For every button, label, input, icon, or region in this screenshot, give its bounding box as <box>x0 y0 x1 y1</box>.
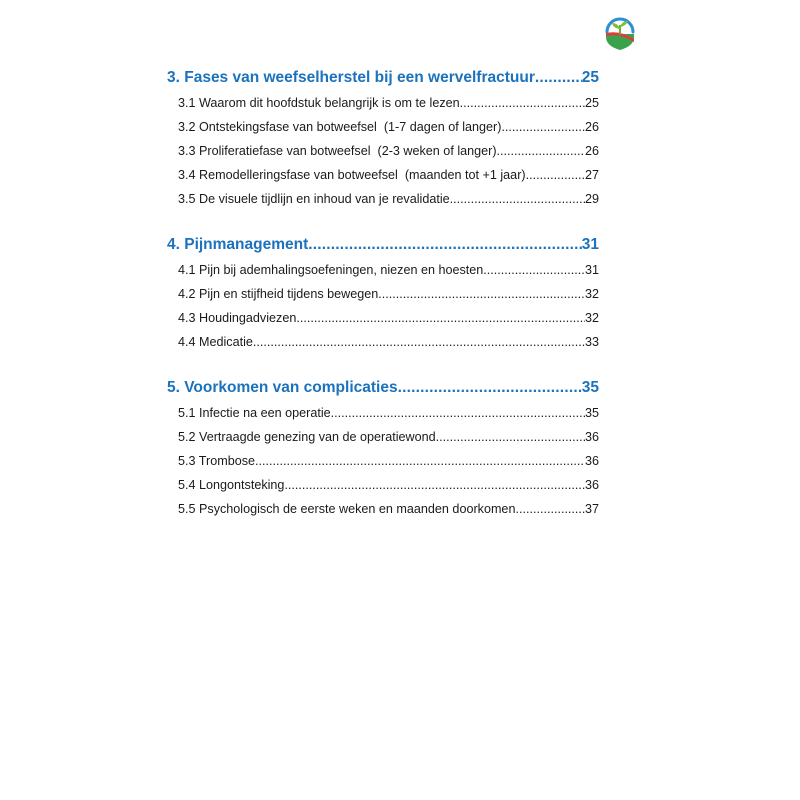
entry-title: 3.2 Ontstekingsfase van botweefsel (1-7 dagen of langer) <box>178 115 501 139</box>
table-of-contents <box>167 66 599 543</box>
toc-entry[interactable] <box>167 330 599 354</box>
logo-leaf-right <box>620 21 628 27</box>
entry-page-number: 36 <box>585 425 599 449</box>
dot-leader <box>308 233 581 257</box>
toc-chapter-heading[interactable] <box>167 66 599 90</box>
toc-entry[interactable] <box>167 497 599 521</box>
entry-title: 5.1 Infectie na een operatie <box>178 401 331 425</box>
entry-title: 4.3 Houdingadviezen <box>178 306 296 330</box>
entry-page-number: 29 <box>585 187 599 211</box>
chapter-page-number: 25 <box>582 66 599 90</box>
toc-entry[interactable] <box>167 282 599 306</box>
dot-leader <box>253 330 585 354</box>
entry-page-number: 32 <box>585 282 599 306</box>
entry-page-number: 33 <box>585 330 599 354</box>
entry-title: 5.5 Psychologisch de eerste weken en maanden doorkomen <box>178 497 515 521</box>
logo-shield <box>606 34 634 50</box>
dot-leader <box>497 139 585 163</box>
entry-title: 4.2 Pijn en stijfheid tijdens bewegen <box>178 282 378 306</box>
entry-title: 3.5 De visuele tijdlijn en inhoud van je revalidatie <box>178 187 450 211</box>
entry-page-number: 25 <box>585 91 599 115</box>
dot-leader <box>255 449 585 473</box>
dot-leader <box>331 401 585 425</box>
toc-chapter-heading[interactable] <box>167 376 599 400</box>
toc-entry[interactable] <box>167 187 599 211</box>
logo-svg <box>603 15 637 51</box>
dot-leader <box>526 163 585 187</box>
entry-page-number: 26 <box>585 139 599 163</box>
toc-section-chapter-3 <box>167 66 599 211</box>
chapter-page-number: 31 <box>582 233 599 257</box>
dot-leader <box>296 306 585 330</box>
toc-entry[interactable] <box>167 115 599 139</box>
entry-page-number: 26 <box>585 115 599 139</box>
toc-entry[interactable] <box>167 139 599 163</box>
toc-section-chapter-5 <box>167 376 599 521</box>
entry-page-number: 35 <box>585 401 599 425</box>
chapter-title: 3. Fases van weefselherstel bij een wervelfractuur <box>167 66 535 90</box>
toc-entry[interactable] <box>167 91 599 115</box>
entry-page-number: 27 <box>585 163 599 187</box>
entry-page-number: 36 <box>585 449 599 473</box>
chapter-page-number: 35 <box>582 376 599 400</box>
toc-chapter-heading[interactable] <box>167 233 599 257</box>
entry-page-number: 31 <box>585 258 599 282</box>
dot-leader <box>515 497 585 521</box>
toc-entry[interactable] <box>167 306 599 330</box>
entry-title: 4.4 Medicatie <box>178 330 253 354</box>
chapter-title: 5. Voorkomen van complicaties <box>167 376 398 400</box>
toc-entry[interactable] <box>167 401 599 425</box>
dot-leader <box>398 376 582 400</box>
dot-leader <box>284 473 585 497</box>
logo-leaf-left <box>612 23 620 29</box>
toc-entry[interactable] <box>167 425 599 449</box>
entry-title: 3.3 Proliferatiefase van botweefsel (2-3 weken of langer) <box>178 139 497 163</box>
chapter-title: 4. Pijnmanagement <box>167 233 308 257</box>
dot-leader <box>460 91 585 115</box>
dot-leader <box>436 425 585 449</box>
plant-sprout-logo-icon <box>603 15 637 51</box>
entry-title: 3.1 Waarom dit hoofdstuk belangrijk is om te lezen <box>178 91 460 115</box>
dot-leader <box>378 282 585 306</box>
toc-entry[interactable] <box>167 473 599 497</box>
entry-title: 5.2 Vertraagde genezing van de operatiewond <box>178 425 436 449</box>
entry-title: 5.3 Trombose <box>178 449 255 473</box>
toc-entry[interactable] <box>167 163 599 187</box>
entry-title: 5.4 Longontsteking <box>178 473 284 497</box>
entry-title: 4.1 Pijn bij ademhalingsoefeningen, niezen en hoesten <box>178 258 483 282</box>
dot-leader <box>450 187 585 211</box>
toc-section-chapter-4 <box>167 233 599 354</box>
entry-page-number: 37 <box>585 497 599 521</box>
toc-entry[interactable] <box>167 449 599 473</box>
entry-page-number: 36 <box>585 473 599 497</box>
dot-leader <box>483 258 585 282</box>
dot-leader <box>501 115 585 139</box>
entry-title: 3.4 Remodelleringsfase van botweefsel (maanden tot +1 jaar) <box>178 163 526 187</box>
toc-entry[interactable] <box>167 258 599 282</box>
entry-page-number: 32 <box>585 306 599 330</box>
dot-leader <box>535 66 582 90</box>
